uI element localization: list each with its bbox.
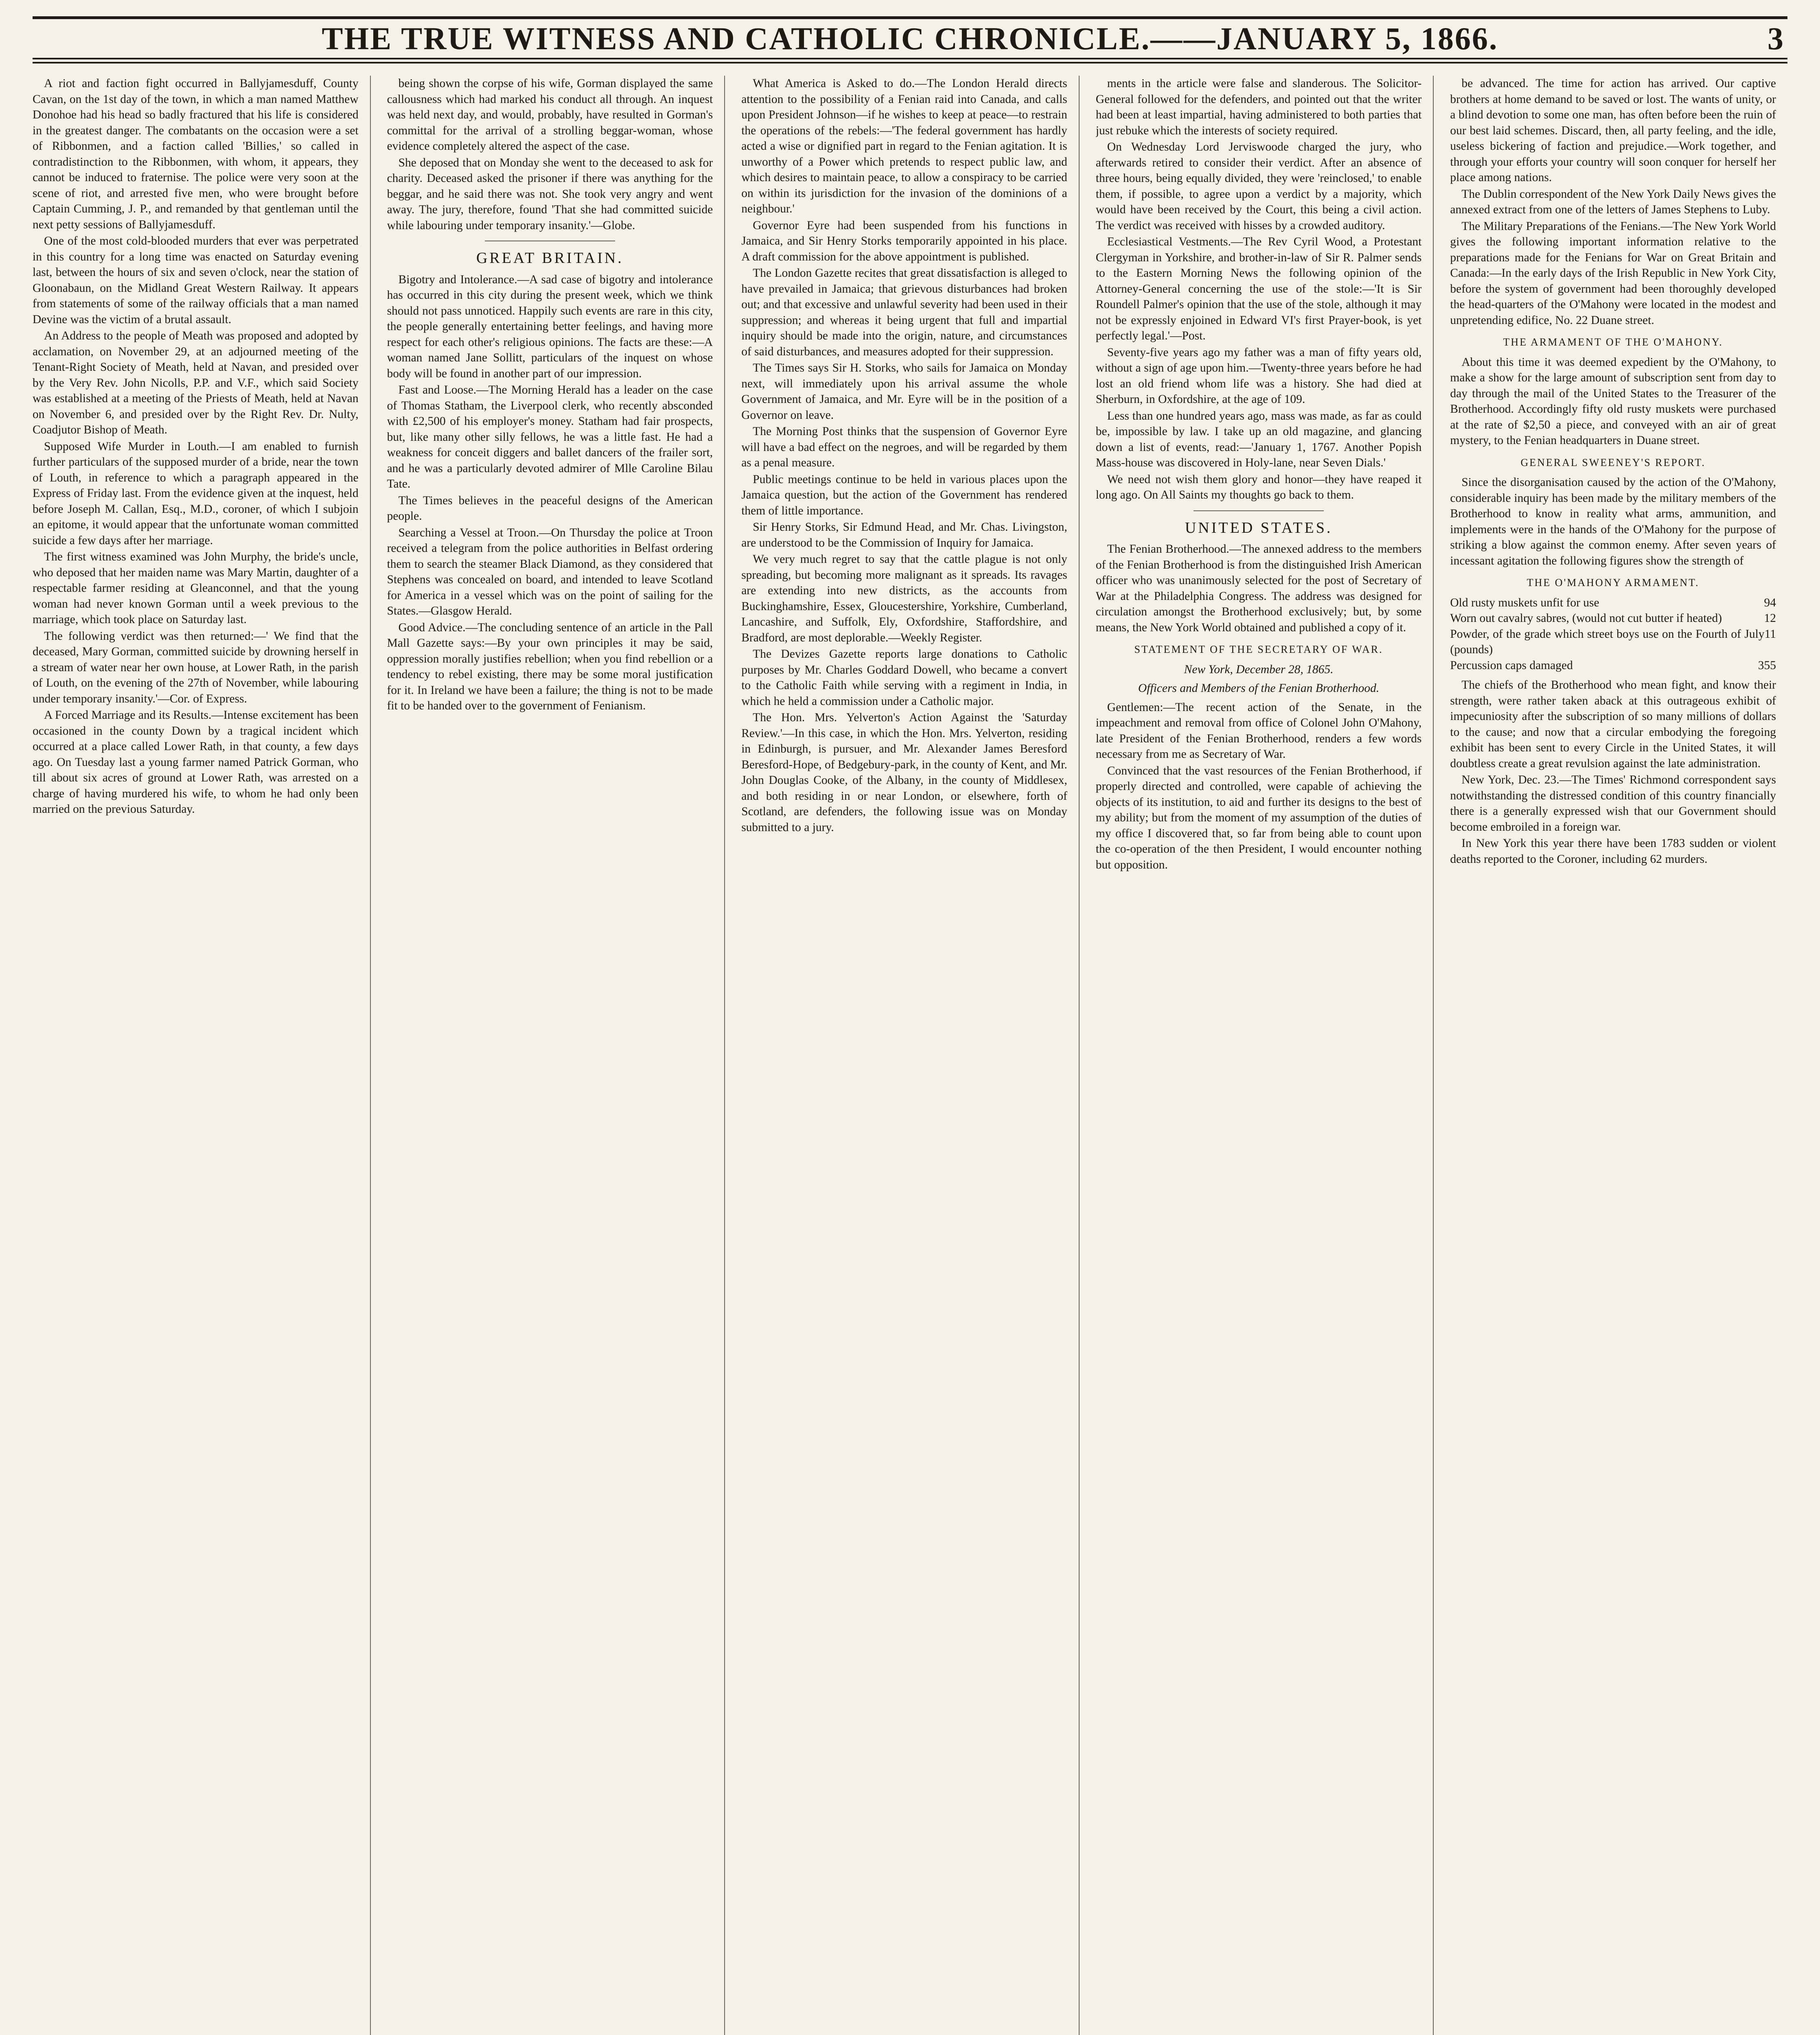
subsection-heading: STATEMENT OF THE SECRETARY OF WAR. <box>1134 643 1383 655</box>
article-paragraph: Ecclesiastical Vestments.—The Rev Cyril Wood, a Protestant Clergyman in Yorkshire, and brother-in-law of Sir R. Palmer sends to the Eastern Morning News the following opinion of the Attorney-General concerning the use of the stole:—'It is Sir Roundell Palmer's opinion that the use of the stole, although it may not be expressly enjoined in Edward VI's first Prayer-book, is yet perfectly legal.'—Post. <box>1095 235 1422 342</box>
article-paragraph: We need not wish them glory and honor—they have reaped it long ago. On All Saints my thoughts go back to them. <box>1095 473 1422 501</box>
page-number: 3 <box>1767 20 1783 56</box>
article-paragraph: The chiefs of the Brotherhood who mean fight, and know their strength, were rather taken aback at this outrageous exhibit of impecuniosity after the subscription of so many millions of dollars to the cause; and now that a circular embodying the foregoing exhibit has been sent to every Circle in the United States, it will doubtless create a great revulsion against the late administration. <box>1450 678 1776 770</box>
newspaper-page <box>33 16 1787 2035</box>
article-paragraph: Fast and Loose.—The Morning Herald has a leader on the case of Thomas Statham, the Liverpool clerk, who recently absconded with £2,500 of his employer's money. Statham had fair prospects, but, like many other silly fellows, he was a little fast. He had a weakness for conceit diggers and ballet dancers of the frailer sort, and he was a particularly devoted admirer of Mlle Caroline Bilau Tate. <box>387 383 713 490</box>
article-paragraph: Good Advice.—The concluding sentence of an article in the Pall Mall Gazette says:—By your own principles it may be said, oppression morally justifies rebellion; when you find rebellion or a tendency to rebel existing, there may be some moral justification for it. In Ireland we have been a failure; the thing is not to be made fit to be handed over to the government of Fenianism. <box>387 621 713 712</box>
article-paragraph: Governor Eyre had been suspended from his functions in Jamaica, and Sir Henry Storks temporarily appointed in his place. A draft commission for the above appointment is published. <box>741 219 1067 263</box>
article-paragraph: The Times believes in the peaceful designs of the American people. <box>387 494 713 523</box>
article-paragraph: One of the most cold-blooded murders that ever was perpetrated in this country for a long time was enacted on Saturday evening last, between the hours of six and seven o'clock, near the station of Gloonabaun, on the Midland Great Western Railway. It appears from statements of some of the railway officials that a man named Devine was the victim of a brutal assault. <box>33 234 359 326</box>
armament-row <box>1450 658 1776 674</box>
armament-count: 11 <box>1764 627 1776 641</box>
section-divider <box>1194 510 1324 511</box>
article-paragraph: What America is Asked to do.—The London Herald directs attention to the possibility of a Fenian raid into Canada, and calls upon President Johnson—if he wishes to keep at peace—to restrain the operations of the rebels:—'The federal government has hardly acted a wise or dignified part in regard to the Fenian agitation. It is unworthy of a Power which pretends to respect public law, and which desires to maintain peace, to allow a conspiracy to be carried on within its jurisdiction for the invasion of the dominions of a neighbour.' <box>741 77 1067 215</box>
article-paragraph: being shown the corpse of his wife, Gorman displayed the same callousness which had marked his conduct all through. An inquest was held next day, and would, probably, have resulted in Gorman's committal for the arrival of a strolling beggar-woman, whose evidence completely altered the aspect of the case. <box>387 77 713 153</box>
article-paragraph: Public meetings continue to be held in various places upon the Jamaica question, but the action of the Government has rendered them of little importance. <box>741 473 1067 517</box>
article-paragraph: The Dublin correspondent of the New York Daily News gives the annexed extract from one of the letters of James Stephens to Luby. <box>1450 187 1776 216</box>
article-paragraph: ments in the article were false and slanderous. The Solicitor-General followed for the defenders, and pointed out that the writer had been at least impartial, having administered to both parties that just rebuke which the interests of society required. <box>1095 77 1422 137</box>
article-paragraph: An Address to the people of Meath was proposed and adopted by acclamation, on November 29, at an adjourned meeting of the Tenant-Right Society of Meath, held at Navan, and presided over by the Very Rev. John Nicolls, P.P. and V.F., which said Society was established at a meeting of the Priests of Meath, held at Navan on November 6, and presided over by the Right Rev. Dr. Nulty, Coadjutor Bishop of Meath. <box>33 329 359 436</box>
statement-date: New York, December 28, 1865. <box>1184 663 1334 676</box>
article-paragraph: The Times says Sir H. Storks, who sails for Jamaica on Monday next, will immediately upon his arrival assume the whole Government of Jamaica, and Mr. Eyre will be in the position of a Governor on leave. <box>741 361 1067 422</box>
subsection-heading: THE O'MAHONY ARMAMENT. <box>1527 577 1700 589</box>
armament-item: Powder, of the grade which street boys use on the Fourth of July (pounds) <box>1450 627 1765 656</box>
masthead-rule <box>33 62 1787 63</box>
article-paragraph: On Wednesday Lord Jerviswoode charged the jury, who afterwards retired to consider their verdict. After an absence of three hours, being equally divided, they were 'reinclosed,' to enable them, if possible, to agree upon a verdict by a majority, which would have been received by the Court, this being a civil action. The verdict was received with hisses by a crowded auditory. <box>1095 140 1422 232</box>
article-paragraph: The first witness examined was John Murphy, the bride's uncle, who deposed that her maiden name was Mary Martin, daughter of a respectable farmer residing at Gleanconnel, and that the young woman had never known Gorman until a week previous to the marriage, which took place on Saturday last. <box>33 550 359 626</box>
article-paragraph: The following verdict was then returned:—' We find that the deceased, Mary Gorman, committed suicide by drowning herself in a stream of water near her own house, at Lower Rath, in the parish of Louth, on the evening of the 27th of November, while labouring under temporary insanity.'—Cor. of Express. <box>33 629 359 705</box>
article-paragraph: We very much regret to say that the cattle plague is not only spreading, but becoming more malignant as it spreads. Its ravages are extending into new districts, as the accounts from Buckinghamshire, Essex, Gloucestershire, Yorkshire, Cumberland, Lancashire, and Suffolk, Ely, Oxfordshire, Staffordshire, and Bradford, are most deplorable.—Weekly Register. <box>741 553 1067 644</box>
armament-row <box>1450 626 1776 658</box>
columns <box>33 76 1787 2035</box>
article-paragraph: Searching a Vessel at Troon.—On Thursday the police at Troon received a telegram from the police authorities in Belfast ordering them to search the steamer Black Diamond, as they considered that Stephens was concealed on board, and intended to leave Scotland for America in a vessel which was on the point of sailing for the States.—Glasgow Herald. <box>387 526 713 617</box>
article-paragraph: Since the disorganisation caused by the action of the O'Mahony, considerable inquiry has been made by the military members of the Brotherhood to know in reality what arms, ammunition, and implements were in the hands of the O'Mahony for the purpose of striking a blow against the common enemy. After seven years of incessant agitation the following figures show the strength of <box>1450 476 1776 567</box>
article-paragraph: The Morning Post thinks that the suspension of Governor Eyre will have a bad effect on the negroes, and will be regarded by them as a penal measure. <box>741 425 1067 469</box>
column-3 <box>741 76 1080 2035</box>
article-paragraph: She deposed that on Monday she went to the deceased to ask for charity. Deceased asked the prisoner if there was anything for the beggar, and he said there was not. She took very angry and went away. The jury, therefore, found 'That she had committed suicide while labouring under temporary insanity.'—Globe. <box>387 156 713 232</box>
column-5 <box>1450 76 1787 2035</box>
article-paragraph: Bigotry and Intolerance.—A sad case of bigotry and intolerance has occurred in this city during the present week, which we think should not pass unnoticed. Happily such events are rare in this city, the people generally entertaining better feelings, and having more respect for each other's religious opinions. The facts are these:—A woman named Jane Sollitt, particulars of the inquest on whose body will be found in another part of our impression. <box>387 273 713 380</box>
column-2 <box>387 76 725 2035</box>
article-paragraph: Convinced that the vast resources of the Fenian Brotherhood, if properly directed and controlled, were capable of achieving the objects of its institution, to aid and further its designs to the best of my ability; but from the moment of my assumption of the duties of my office I discovered that, so far from being able to count upon the co-operation of the then President, I would encounter nothing but opposition. <box>1095 764 1422 871</box>
masthead <box>33 16 1787 59</box>
section-heading: UNITED STATES. <box>1185 519 1333 536</box>
armament-item: Worn out cavalry sabres, (would not cut butter if heated) <box>1450 612 1722 625</box>
armament-row <box>1450 610 1776 626</box>
article-paragraph: About this time it was deemed expedient by the O'Mahony, to make a show for the large amount of subscription sent from day to day through the mail of the United States to the Treasurer of the Brotherhood. Accordingly fifty old rusty muskets were purchased at the rate of $2,50 a piece, and conveyed with an air of great mystery, to the Fenian headquarters in Duane street. <box>1450 355 1776 447</box>
masthead-title: THE TRUE WITNESS AND CATHOLIC CHRONICLE.——JANUARY 5, 1866. <box>322 20 1498 56</box>
subsection-heading: THE ARMAMENT OF THE O'MAHONY. <box>1503 336 1723 348</box>
armament-list <box>1450 595 1776 674</box>
armament-count: 355 <box>1758 659 1776 672</box>
article-paragraph: The Military Preparations of the Fenians.—The New York World gives the following important information relative to the preparations made for the Fenians for War on Great Britain and Canada:—In the early days of the Irish Republic in New York City, before the system of government had been thoroughly developed the head-quarters of the O'Mahony were located in the modest and unpretending edifice, No. 22 Duane street. <box>1450 219 1776 327</box>
article-paragraph: The London Gazette recites that great dissatisfaction is alleged to have prevailed in Jamaica; that grievous disturbances had broken out; and that excessive and unlawful severity had been used in their suppression; and whereas it being urgent that full and impartial inquiry should be made into the origin, nature, and circumstances of said disturbances, and measures adopted for their suppression. <box>741 267 1067 358</box>
article-paragraph: The Hon. Mrs. Yelverton's Action Against the 'Saturday Review.'—In this case, in which the Hon. Mrs. Yelverton, residing in Edinburgh, is pursuer, and Mr. Alexander James Beresford Beresford-Hope, of Bedgebury-park, in the county of Kent, and Mr. John Douglas Cooke, of the Albany, in the county of Middlesex, and both residing in or near London, or elsewhere, forth of Scotland, are defenders, the following issue was on Monday submitted to a jury. <box>741 711 1067 834</box>
column-1 <box>33 76 371 2035</box>
article-paragraph: In New York this year there have been 1783 sudden or violent deaths reported to the Coroner, including 62 murders. <box>1450 837 1776 866</box>
armament-count: 94 <box>1764 596 1776 609</box>
armament-item: Old rusty muskets unfit for use <box>1450 596 1599 609</box>
article-paragraph: Gentlemen:—The recent action of the Senate, in the impeachment and removal from office of Colonel John O'Mahony, late President of the Fenian Brotherhood, renders a few words necessary from me as Secretary of War. <box>1095 700 1422 761</box>
statement-salutation: Officers and Members of the Fenian Brotherhood. <box>1138 682 1380 695</box>
article-paragraph: The Fenian Brotherhood.—The annexed address to the members of the Fenian Brotherhood is from the distinguished Irish American officer who was unanimously selected for the post of Secretary of War at the Philadelphia Congress. The address was designed for circulation amongst the Brotherhood exclusively; but, by some means, the New York World obtained and published a copy of it. <box>1095 543 1422 634</box>
article-paragraph: A Forced Marriage and its Results.—Intense excitement has been occasioned in the county Down by a tragical incident which occurred at a place called Lower Rath, in that county, a few days ago. On Tuesday last a young farmer named Patrick Gorman, who till about six acres of ground at Lower Rath, was arrested on a charge of having murdered his wife, to whom he had only been married on the previous Saturday. <box>33 709 359 816</box>
subsection-heading: GENERAL SWEENEY'S REPORT. <box>1520 456 1706 468</box>
article-paragraph: be advanced. The time for action has arrived. Our captive brothers at home demand to be saved or lost. The wants of unity, or a blind devotion to some one man, has often before been the ruin of our best laid schemes. Discard, then, all party feeling, and the idle, useless bickering of faction and prejudice.—Work together, and through your efforts your country will soon conquer for herself her place among nations. <box>1450 77 1776 184</box>
armament-row <box>1450 595 1776 611</box>
article-paragraph: Supposed Wife Murder in Louth.—I am enabled to furnish further particulars of the supposed murder of a bride, near the town of Louth, in reference to which a paragraph appeared in the Express of Friday last. From the evidence given at the inquest, held before Joseph M. Callan, Esq., M.D., coroner, of which I subjoin an epitome, it would appear that the unfortunate woman committed suicide a few days after her marriage. <box>33 440 359 547</box>
section-heading: GREAT BRITAIN. <box>476 249 624 267</box>
article-paragraph: Less than one hundred years ago, mass was made, as far as could be, impossible by law. I take up an old magazine, and glancing down a list of events, read:—'January 1, 1767. Another Popish Mass-house was discovered in Holy-lane, near Seven Dials.' <box>1095 409 1422 469</box>
article-paragraph: A riot and faction fight occurred in Ballyjamesduff, County Cavan, on the 1st day of the town, in which a man named Matthew Donohoe had his head so badly fractured that his life is considered in the greatest danger. The combatants on the occasion were a set of Ribbonmen, and a faction called 'Billies,' so called in contradistinction to the Ribbonmen, with whom, it appears, they cannot be induced to fraternise. The police were very soon at the scene of riot, and arrested five men, who were brought before Captain Cumming, J. P., and remanded by that gentleman until the next petty sessions of Ballyjamesduff. <box>33 77 359 231</box>
article-paragraph: New York, Dec. 23.—The Times' Richmond correspondent says notwithstanding the distressed condition of this country financially there is a generally expressed wish that our Government should become embroiled in a foreign war. <box>1450 773 1776 834</box>
armament-item: Percussion caps damaged <box>1450 659 1573 672</box>
article-paragraph: Seventy-five years ago my father was a man of fifty years old, without a sign of age upon him.—Twenty-three years before he had lost an old friend whom life was a history. She had died at Sherburn, in Oxfordshire, at the age of 109. <box>1095 346 1422 406</box>
armament-count: 12 <box>1764 612 1776 625</box>
article-paragraph: Sir Henry Storks, Sir Edmund Head, and Mr. Chas. Livingston, are understood to be the Commission of Inquiry for Jamaica. <box>741 521 1067 549</box>
article-paragraph: The Devizes Gazette reports large donations to Catholic purposes by Mr. Charles Goddard Dowell, who became a convert to the Catholic Faith while serving with a regiment in India, in which he held a commission under a Catholic major. <box>741 648 1067 708</box>
column-4 <box>1096 76 1434 2035</box>
